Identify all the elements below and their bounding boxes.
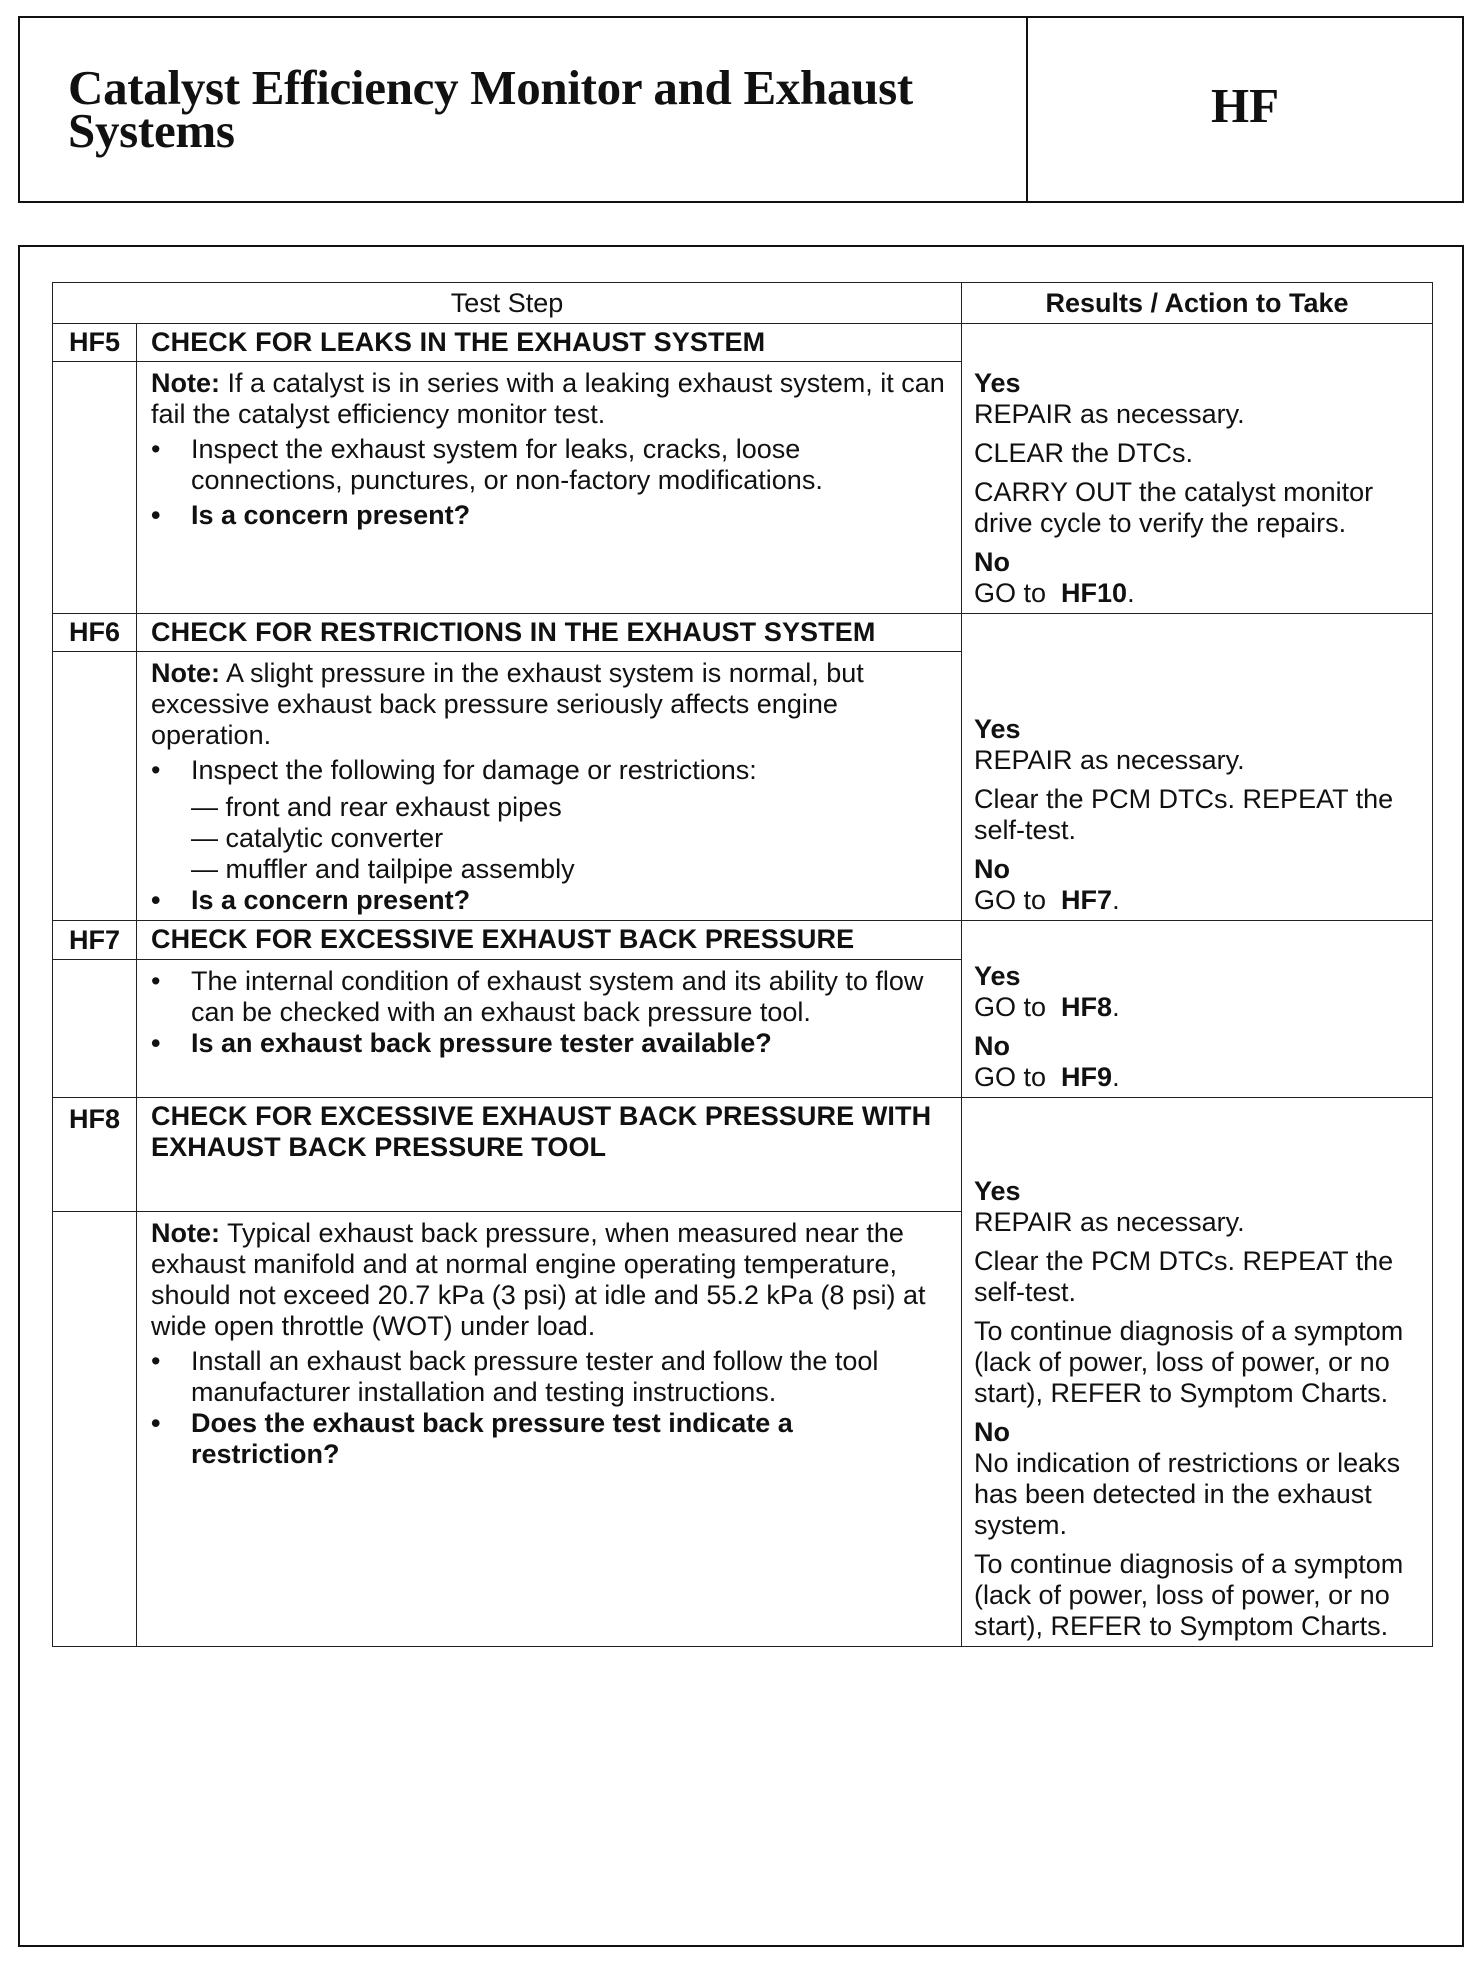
step-hf5-yes-action-2: CLEAR the DTCs. (974, 438, 1194, 468)
step-hf8-no-action-2: To continue diagnosis of a symptom (lack of power, loss of power, or no start), REFER to Symptom Charts. (974, 1549, 1404, 1641)
step-hf8-body (137, 1212, 962, 1647)
step-hf7-no-action (974, 1062, 1422, 1093)
step-hf5-yes-action-3: CARRY OUT the catalyst monitor drive cycle to verify the repairs. (974, 477, 1374, 538)
step-hf5-bullet-1: • Inspect the exhaust system for leaks, cracks, loose connections, punctures, or non-factory modifications. (151, 434, 947, 496)
step-hf7-yes-period: . (1112, 992, 1120, 1022)
step-hf5-no-action (974, 578, 1422, 609)
step-hf6-no-action (974, 885, 1422, 916)
step-hf8-bullet-1: • Install an exhaust back pressure tester and follow the tool manufacturer installation and testing instructions. (151, 1346, 947, 1408)
step-hf5-title: CHECK FOR LEAKS IN THE EXHAUST SYSTEM (137, 324, 962, 362)
section-title-line-1: Catalyst Efficiency Monitor and Exhaust (68, 60, 913, 115)
step-hf7-body (137, 960, 962, 1098)
step-hf6-yes-label: Yes (974, 714, 1021, 744)
step-hf6-title-row (53, 614, 1433, 652)
step-hf7-id: HF7 (53, 921, 137, 960)
section-title-line-2: Systems (68, 103, 235, 158)
step-hf7-no-go: GO to (974, 1062, 1047, 1092)
step-hf6-component-3: — muffler and tailpipe assembly (191, 854, 575, 884)
step-hf7-no-label: No (974, 1031, 1010, 1061)
step-hf6-note (151, 658, 947, 751)
step-hf6-question: • Is a concern present? (151, 885, 947, 916)
column-header-test-step: Test Step (53, 283, 962, 324)
step-hf5-yes-label: Yes (974, 368, 1021, 398)
step-hf8-id-spacer (53, 1212, 137, 1647)
step-hf6-note-label: Note: (151, 658, 220, 688)
step-hf5-note-label: Note: (151, 368, 220, 399)
step-hf7-no-target[interactable]: HF9 (1061, 1062, 1113, 1092)
step-hf6-yes-action-2: Clear the PCM DTCs. REPEAT the self-test. (974, 784, 1394, 845)
step-hf6-body (137, 652, 962, 921)
step-hf5-no-label: No (974, 547, 1010, 577)
step-hf8-yes-action-2: Clear the PCM DTCs. REPEAT the self-test. (974, 1246, 1394, 1307)
step-hf8-no-action-1: No indication of restrictions or leaks has been detected in the exhaust system. (974, 1448, 1401, 1540)
column-header-results: Results / Action to Take (962, 283, 1433, 324)
step-hf8-no-label: No (974, 1417, 1010, 1447)
step-hf8-note (151, 1218, 947, 1342)
step-hf6-no-go: GO to (974, 885, 1047, 915)
section-title (20, 18, 1028, 201)
section-header (18, 16, 1464, 203)
step-hf8-title: CHECK FOR EXCESSIVE EXHAUST BACK PRESSURE WITH EXHAUST BACK PRESSURE TOOL (137, 1098, 962, 1212)
step-hf6-component-list (191, 792, 947, 885)
step-hf7-yes-label: Yes (974, 961, 1021, 991)
step-hf7-question: • Is an exhaust back pressure tester available? (151, 1028, 947, 1059)
step-hf8-question: • Does the exhaust back pressure test indicate a restriction? (151, 1408, 947, 1470)
step-hf8-note-text: Typical exhaust back pressure, when measured near the exhaust manifold and at normal engine operating temperature, should not exceed 20.7 kPa (3 psi) at idle and 55.2 kPa (8 psi) at wide open throttle (WOT) under load. (151, 1218, 926, 1342)
step-hf5-yes-action-1: REPAIR as necessary. (974, 399, 1245, 429)
step-hf7-no-period: . (1112, 1062, 1120, 1092)
step-hf6-results (962, 614, 1433, 921)
step-hf5-note (151, 368, 947, 430)
step-hf6-no-period: . (1112, 885, 1120, 915)
step-hf5-title-row (53, 324, 1433, 362)
step-hf5-id: HF5 (53, 324, 137, 362)
step-hf6-title: CHECK FOR RESTRICTIONS IN THE EXHAUST SYSTEM (137, 614, 962, 652)
step-hf6-component-2: — catalytic converter (191, 823, 444, 853)
step-hf8-results (962, 1098, 1433, 1647)
step-hf5-no-go: GO to (974, 578, 1047, 608)
procedure-frame (18, 245, 1464, 1947)
step-hf6-id: HF6 (53, 614, 137, 652)
step-hf6-no-target[interactable]: HF7 (1061, 885, 1113, 915)
step-hf7-yes-go: GO to (974, 992, 1047, 1022)
step-hf5-no-period: . (1127, 578, 1135, 608)
step-hf8-yes-label: Yes (974, 1176, 1021, 1206)
step-hf5-question: • Is a concern present? (151, 500, 947, 531)
step-hf8-note-label: Note: (151, 1218, 220, 1249)
step-hf5-no-target[interactable]: HF10 (1061, 578, 1128, 608)
step-hf6-note-text: A slight pressure in the exhaust system is normal, but excessive exhaust back pressure seriously affects engine operation. (151, 658, 864, 750)
step-hf5-results (962, 324, 1433, 614)
step-hf6-no-label: No (974, 854, 1010, 884)
step-hf8-title-row (53, 1098, 1433, 1212)
step-hf5-id-spacer (53, 362, 137, 614)
step-hf6-yes-action-1: REPAIR as necessary. (974, 745, 1245, 775)
step-hf7-title-row (53, 921, 1433, 960)
step-hf7-id-spacer (53, 960, 137, 1098)
step-hf7-yes-action (974, 992, 1422, 1023)
step-hf6-bullet-1: • Inspect the following for damage or restrictions: (151, 755, 947, 786)
step-hf8-yes-action-1: REPAIR as necessary. (974, 1207, 1245, 1237)
step-hf7-yes-target[interactable]: HF8 (1061, 992, 1113, 1022)
step-hf7-results (962, 921, 1433, 1098)
section-code: HF (1210, 78, 1280, 133)
step-hf7-title: CHECK FOR EXCESSIVE EXHAUST BACK PRESSURE (137, 921, 962, 960)
step-hf6-component-1: — front and rear exhaust pipes (191, 792, 562, 822)
step-hf7-bullet-1: • The internal condition of exhaust system and its ability to flow can be checked with an exhaust back pressure tool. (151, 966, 947, 1028)
step-hf8-yes-action-3: To continue diagnosis of a symptom (lack of power, loss of power, or no start), REFER to Symptom Charts. (974, 1316, 1404, 1408)
step-hf5-note-text: If a catalyst is in series with a leaking exhaust system, it can fail the catalyst efficiency monitor test. (151, 368, 945, 430)
step-hf8-id: HF8 (53, 1098, 137, 1212)
table-header-row (53, 283, 1433, 324)
step-hf6-id-spacer (53, 652, 137, 921)
step-hf5-body (137, 362, 962, 614)
procedure-table (52, 282, 1433, 1647)
